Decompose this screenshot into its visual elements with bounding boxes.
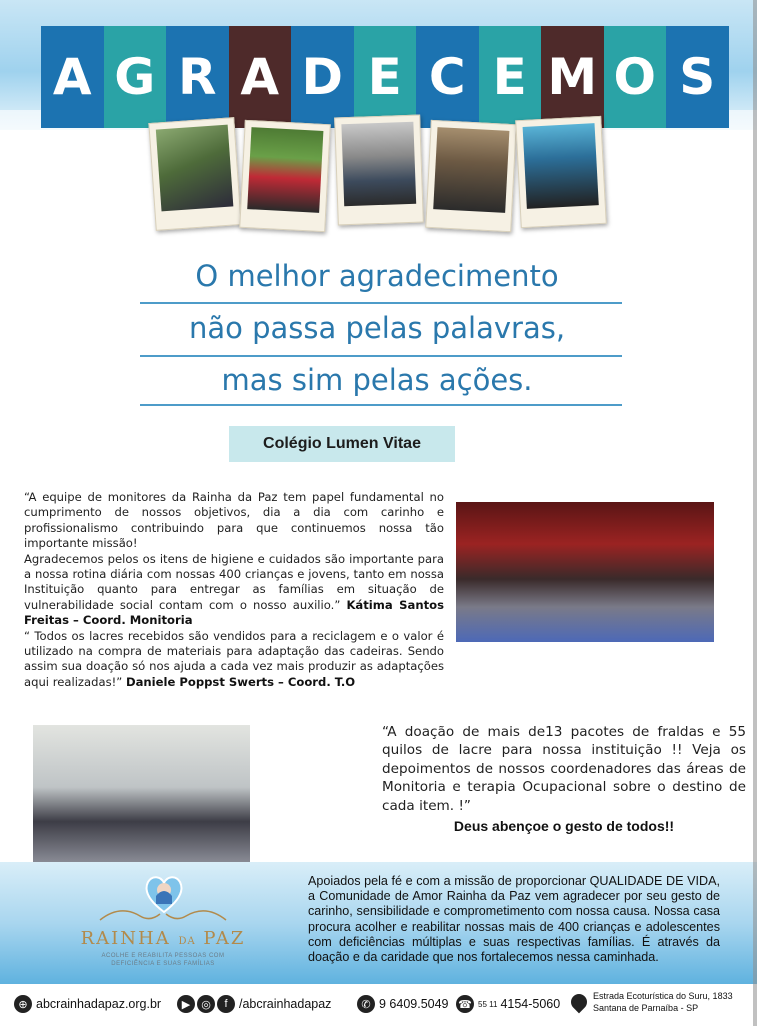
photo-boy-wheelchair [341, 122, 416, 206]
testimonial-author: Daniele Poppst Swerts – Coord. T.O [125, 674, 356, 689]
brand-name-end: PAZ [203, 928, 246, 949]
polaroid-photo [148, 117, 241, 231]
divider [140, 355, 622, 357]
swirl-ornament-icon [90, 902, 236, 926]
polaroid-photo [425, 120, 517, 232]
title-letter: A [229, 26, 292, 128]
polaroid-photo [515, 116, 607, 228]
blessing-text: Deus abençoe o gesto de todos!! [453, 818, 675, 834]
school-name-label: Colégio Lumen Vitae [229, 426, 455, 462]
polaroid-strip [150, 112, 620, 242]
social-links[interactable] [177, 995, 331, 1013]
title-letter: E [479, 26, 542, 128]
testimonial-paragraph [24, 552, 444, 629]
phone-icon: ☎ [456, 995, 474, 1013]
whatsapp-icon: ✆ [357, 995, 375, 1013]
brand-tagline-line: ACOLHE E REABILITA PESSOAS COM [101, 953, 225, 959]
rainha-da-paz-logo [80, 872, 246, 972]
quote-line-3: mas sim pelas ações. [221, 363, 533, 397]
polaroid-photo [334, 115, 424, 226]
divider [140, 404, 622, 406]
testimonial-author: Kátima Santos Freitas – Coord. Monitoria [24, 597, 444, 628]
social-handle: /abcrainhadapaz [239, 997, 332, 1011]
address-line: Estrada Ecoturística do Suru, 1833 [593, 991, 733, 1001]
whatsapp-number: 9 6409.5049 [379, 997, 449, 1011]
youtube-icon[interactable]: ▶ [177, 995, 195, 1013]
quote-line-2: não passa pelas palavras, [188, 311, 566, 345]
title-letter: G [104, 26, 167, 128]
mission-paragraph: Apoiados pela fé e com a missão de proporcionar QUALIDADE DE VIDA, a Comunidade de Amor Rainha da Paz vem agradecer por seu gesto de carinho, sensibilidade e comprometimento com nossa causa. Nossa casa procura acolher e reabilitar nossas mais de 400 crianças e adolescentes com deficiências múltiplas e suas respectivas famílias. É através da doação e da caridade que nos fortalecemos nessa caminhada. [308, 874, 720, 965]
globe-icon: ⊕ [14, 995, 32, 1013]
testimonial-text-span: “ Todos os lacres recebidos são vendidos para a reciclagem e o valor é utilizado na compra de materiais para adaptação das cadeiras. Sendo assim sua doação só nos ajuda a cada vez mais produzir as adaptações aqui realizadas!” [24, 628, 444, 689]
website-link[interactable] [14, 995, 161, 1013]
photo-caregivers [433, 127, 509, 213]
brand-tagline [80, 952, 246, 968]
title-letter: M [541, 26, 604, 128]
title-letter: C [416, 26, 479, 128]
brand-name-small: DA [178, 936, 196, 947]
whatsapp-contact[interactable] [357, 995, 449, 1013]
phone-prefix: 55 11 [478, 999, 498, 1009]
photo-room-wheelchairs [33, 725, 250, 863]
quote-line-1: O melhor agradecimento [195, 259, 559, 293]
map-pin-icon [568, 991, 591, 1014]
frame-edge [753, 0, 757, 1026]
donation-text [382, 723, 746, 815]
photo-children-wheelchairs [156, 125, 234, 212]
website-text: abcrainhadapaz.org.br [36, 997, 162, 1011]
testimonial-paragraph [24, 629, 444, 691]
photo-child-garden [247, 127, 323, 213]
testimonial-text-span: Agradecemos pelos os itens de higiene e cuidados são importante para a nossa rotina diária com nossas 400 crianças e jovens, tanto em nossa Instituição quanto para entregar as famílias em situação de vulnerabilidade social contam com o nosso auxilio.” [24, 551, 444, 612]
phone-contact[interactable] [456, 995, 560, 1013]
title-letter: E [354, 26, 417, 128]
photo-auditorium-donations [456, 502, 714, 642]
address-line: Santana de Parnaíba - SP [593, 1003, 699, 1013]
contact-footer [0, 984, 757, 1026]
title-letter: O [604, 26, 667, 128]
address-text [593, 990, 733, 1014]
phone-number: 4154-5060 [500, 997, 561, 1011]
divider [140, 302, 622, 304]
title-letter: A [41, 26, 104, 128]
brand-tagline-line: DEFICIÊNCIA E SUAS FAMÍLIAS [111, 961, 215, 967]
mission-statement [308, 874, 720, 965]
donation-paragraph: “A doação de mais de13 pacotes de fraldas e 55 quilos de lacre para nossa instituição !! Veja os depoimentos de nossos coordenadores das áreas de Monitoria e terapia Ocupacional sobre o destino de cada item. !” [382, 724, 746, 814]
brand-name-main: RAINHA [80, 928, 171, 949]
facebook-icon[interactable]: f [217, 995, 235, 1013]
title-letter: S [666, 26, 729, 128]
title-letter: R [166, 26, 229, 128]
photo-pool [523, 123, 599, 209]
testimonial-text [24, 490, 444, 690]
testimonial-paragraph: “A equipe de monitores da Rainha da Paz tem papel fundamental no cumprimento de nossos objetivos, dia a dia com carinho e profissionalismo contribuindo para que continuemos nossa tão importante missão! [24, 490, 444, 551]
title-letter: D [291, 26, 354, 128]
instagram-icon[interactable]: ◎ [197, 995, 215, 1013]
brand-name [80, 928, 246, 949]
address [571, 990, 733, 1014]
polaroid-photo [239, 120, 331, 232]
